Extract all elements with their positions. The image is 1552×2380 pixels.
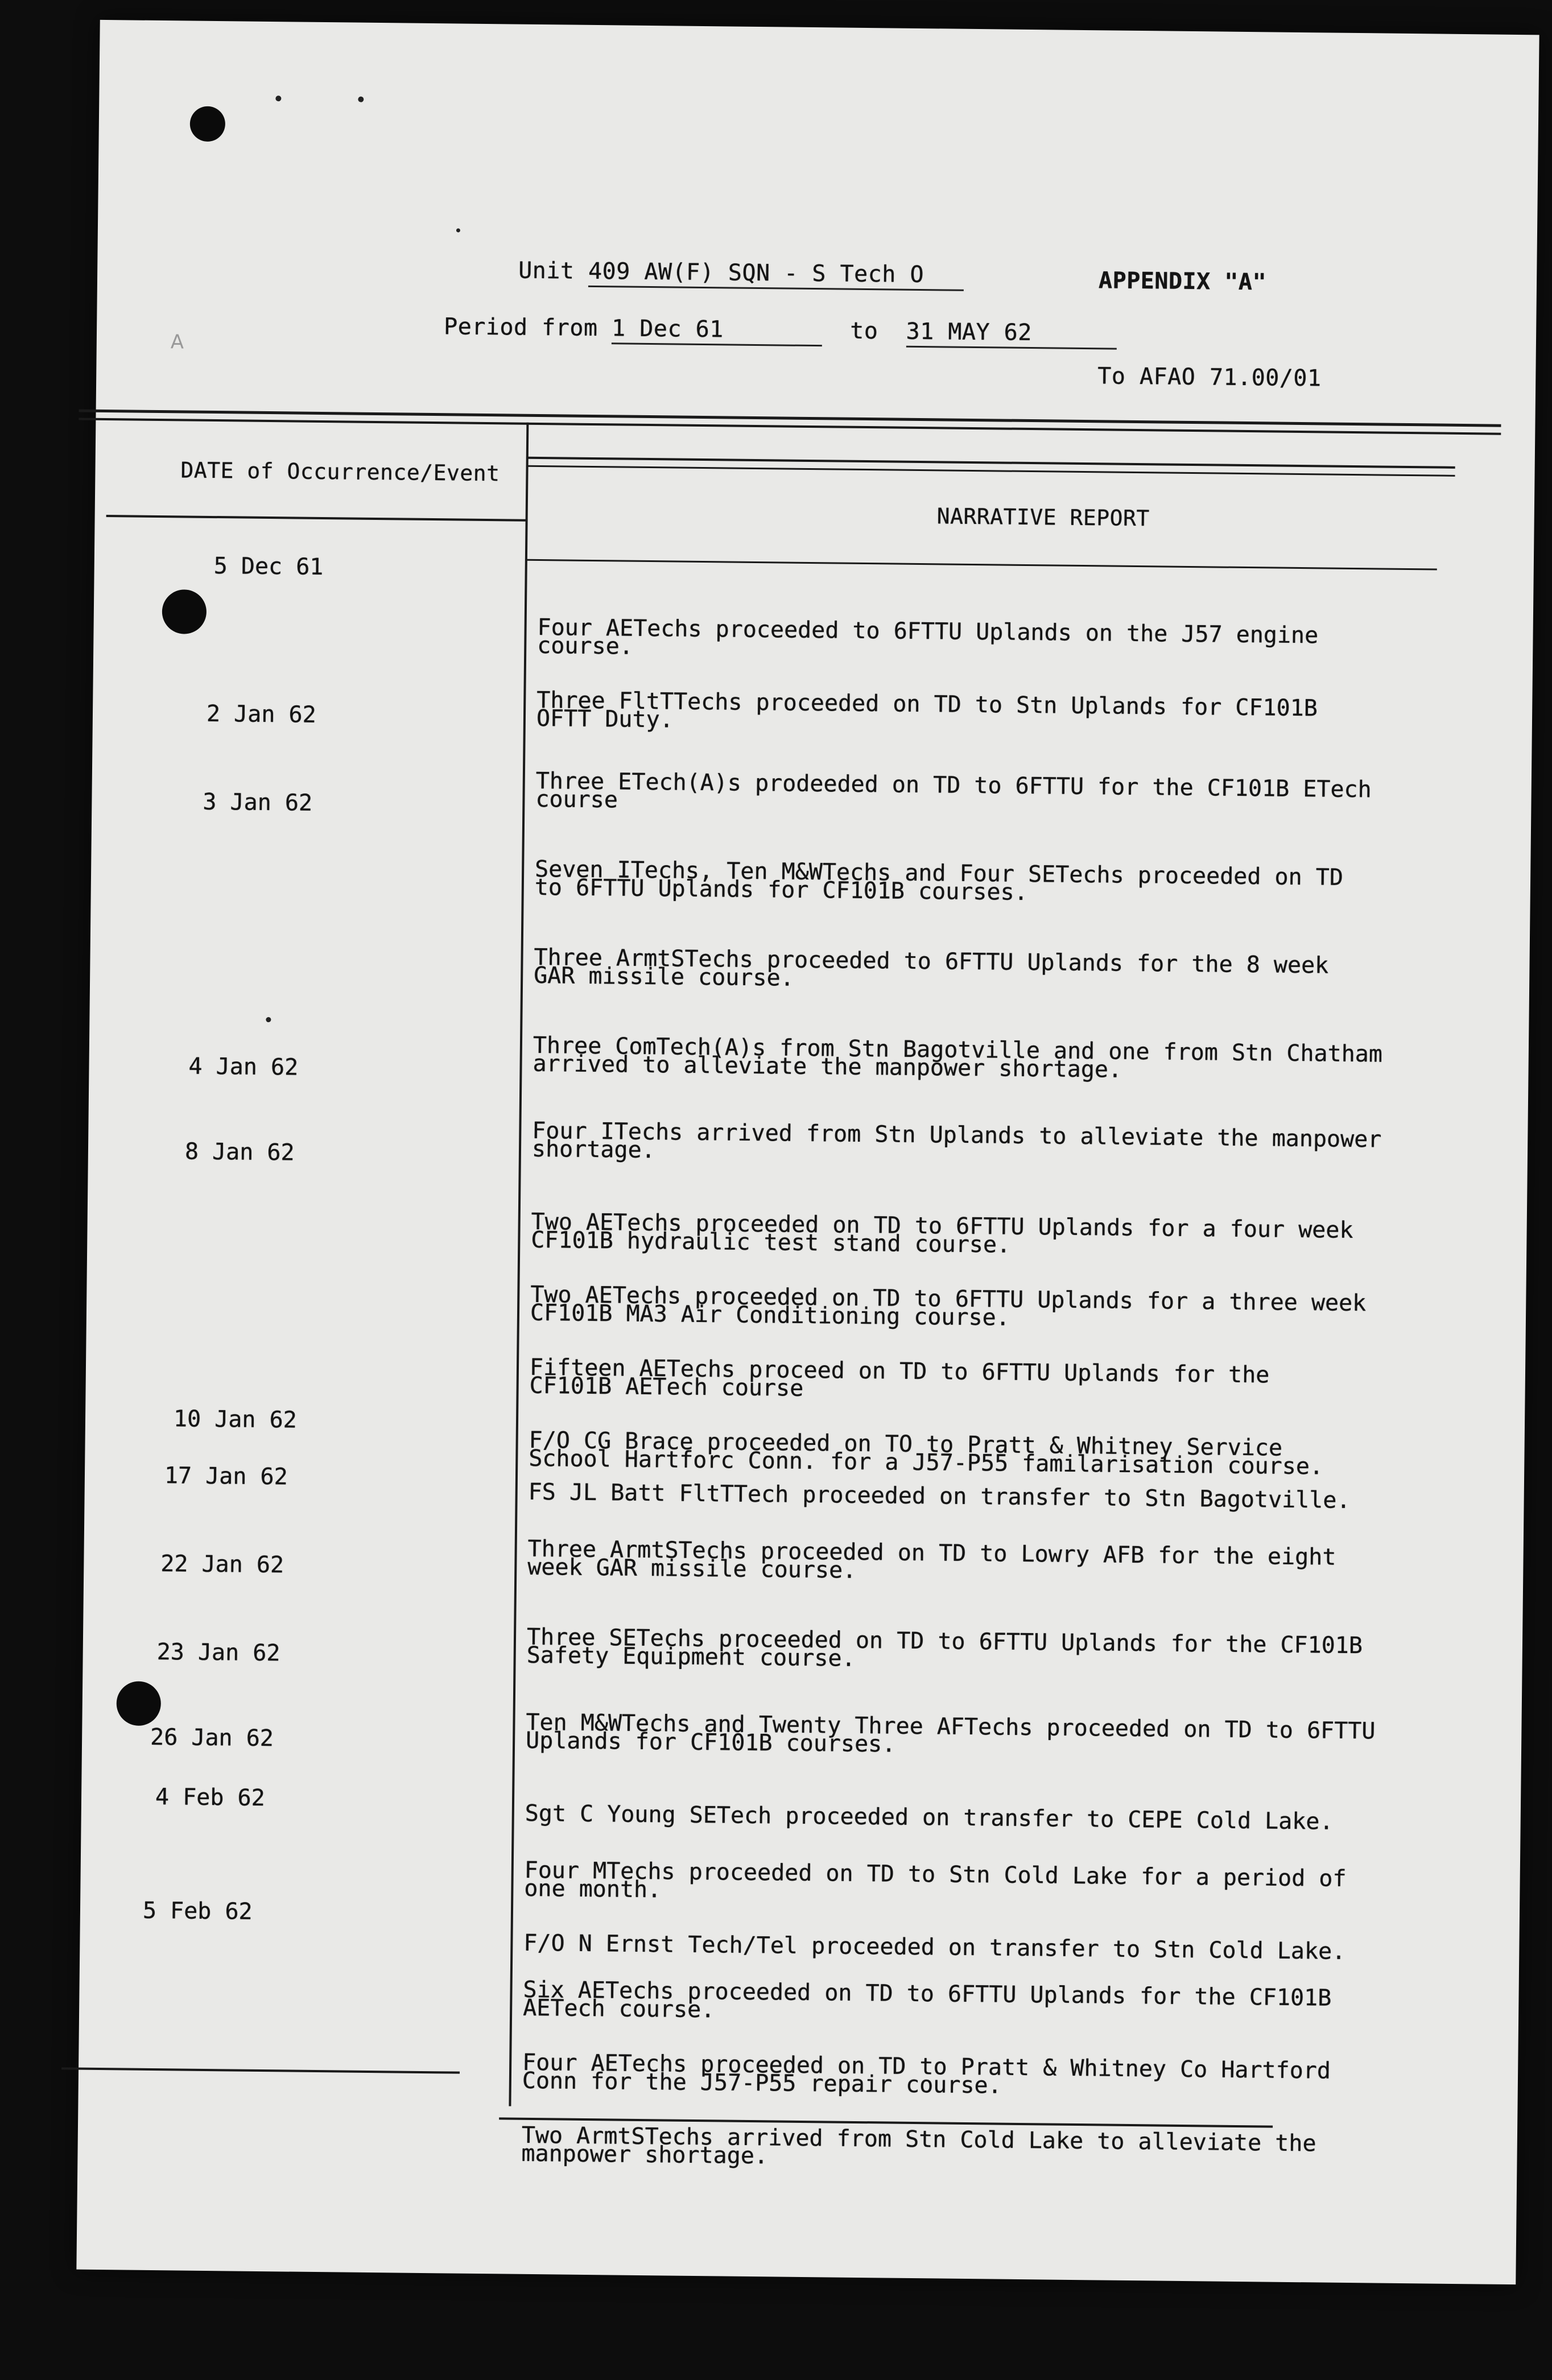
entry-paragraph: Two ArmtSTechs arrived from Stn Cold Lake to alleviate the manpower shortage. xyxy=(521,2122,1316,2170)
event-date: 26 Jan 62 xyxy=(150,1724,274,1752)
entry-paragraph: F/O CG Brace proceeded on TO to Pratt & Whitney Service School Hartforc Conn. for a J57-P55 familarisation course. xyxy=(529,1427,1324,1480)
entry-paragraph: Two AETechs proceeded on TD to 6FTTU Uplands for a three week CF101B MA3 Air Conditioning course. xyxy=(530,1281,1367,1331)
entry-paragraph: Four ITechs arrived from Stn Uplands to alleviate the manpower shortage. xyxy=(531,1117,1382,1164)
table-bottom-rule xyxy=(61,2067,460,2073)
event-date: 4 Jan 62 xyxy=(188,1053,299,1081)
entry-paragraph: Three ArmtSTechs proceeded to 6FTTU Uplands for the 8 week GAR missile course. xyxy=(533,944,1329,991)
period-to-label: to xyxy=(850,317,878,345)
entry-paragraph: Four MTechs proceeded on TD to Stn Cold Lake for a period of one month. xyxy=(524,1857,1347,1903)
entry-paragraph: Three ComTech(A)s from Stn Bagotville and one from Stn Chatham arrived to alleviate the manpower shortage. xyxy=(533,1032,1383,1083)
appendix-title: APPENDIX "A" xyxy=(1098,267,1267,296)
unit-line xyxy=(518,258,964,291)
event-date: 3 Jan 62 xyxy=(203,788,313,816)
entry-paragraph: F/O N Ernst Tech/Tel proceeded on transfer to Stn Cold Lake. xyxy=(523,1929,1346,1965)
event-date: 5 Feb 62 xyxy=(142,1897,253,1925)
appendix-reference: To AFAO 71.00/01 xyxy=(1097,363,1322,392)
dust-speck xyxy=(358,97,364,102)
dust-speck xyxy=(275,96,281,101)
narrative-entry xyxy=(521,1944,1457,2209)
period-to-value: 31 MAY 62 xyxy=(906,319,1117,350)
entry-paragraph: Fifteen AETechs proceed on TD to 6FTTU Uplands for the CF101B AETech course xyxy=(529,1354,1270,1402)
event-date: 2 Jan 62 xyxy=(206,700,316,728)
entry-paragraph: Four AETechs proceeded to 6FTTU Uplands on the J57 engine course. xyxy=(537,614,1319,660)
entry-paragraph: Seven ITechs, Ten M&WTechs and Four SETechs proceeded on TD to 6FTTU Uplands for CF101B courses. xyxy=(534,856,1344,906)
dust-speck xyxy=(456,228,460,232)
date-column-header: DATE of Occurrence/Event xyxy=(180,457,500,486)
period-line xyxy=(444,313,1117,349)
event-date: 10 Jan 62 xyxy=(173,1406,298,1433)
header-left-rule xyxy=(106,515,527,522)
entry-paragraph: Six AETechs proceeded on TD to 6FTTU Uplands for the CF101B AETech course. xyxy=(522,1976,1332,2023)
unit-value: 409 AW(F) SQN - S Tech O xyxy=(588,258,964,291)
entry-paragraph: Three ETech(A)s prodeeded on TD to 6FTTU for the CF101B ETech course xyxy=(535,767,1372,813)
entry-paragraph: Three ArmtSTechs proceeded on TD to Lowry AFB for the eight week GAR missile course. xyxy=(527,1535,1336,1584)
unit-label: Unit xyxy=(518,257,575,284)
punch-hole-top xyxy=(190,106,226,142)
faint-mark: A xyxy=(170,330,184,354)
appendix-block xyxy=(1097,201,1323,458)
punch-hole-bottom xyxy=(116,1681,161,1726)
event-date: 4 Feb 62 xyxy=(155,1784,265,1812)
entry-paragraph: Two AETechs proceeded on TD to 6FTTU Uplands for a four week CF101B hydraulic test stand course. xyxy=(531,1208,1353,1258)
dust-speck xyxy=(266,1017,271,1022)
entry-paragraph: Ten M&WTechs and Twenty Three AFTechs proceeded on TD to 6FTTU Uplands for CF101B courses. xyxy=(525,1709,1376,1758)
event-date: 5 Dec 61 xyxy=(213,553,324,581)
entry-paragraph: Sgt C Young SETech proceeded on transfer to CEPE Cold Lake. xyxy=(525,1800,1334,1835)
entry-paragraph: Three SETechs proceeded on TD to 6FTTU Uplands for the CF101B Safety Equipment course. xyxy=(526,1623,1363,1672)
punch-hole-middle xyxy=(162,589,207,634)
event-date: 8 Jan 62 xyxy=(184,1138,295,1166)
narrative-header-rule xyxy=(527,559,1437,571)
narrative-column-header: NARRATIVE REPORT xyxy=(936,503,1150,531)
event-date: 23 Jan 62 xyxy=(156,1639,280,1667)
period-from-value: 1 Dec 61 xyxy=(612,315,823,346)
document-page xyxy=(76,20,1539,2284)
period-from-label: Period from xyxy=(443,313,598,342)
entry-paragraph: Four AETechs proceeded on TD to Pratt & Whitney Co Hartford Conn for the J57-P55 repair course. xyxy=(522,2049,1331,2099)
entry-paragraph: FS JL Batt FltTTech proceeded on transfer to Stn Bagotville. xyxy=(528,1478,1351,1514)
event-date: 22 Jan 62 xyxy=(160,1551,284,1579)
event-date: 17 Jan 62 xyxy=(164,1462,288,1490)
entry-paragraph: Three FltTTechs proceeded on TD to Stn Uplands for CF101B OFTT Duty. xyxy=(536,687,1318,733)
